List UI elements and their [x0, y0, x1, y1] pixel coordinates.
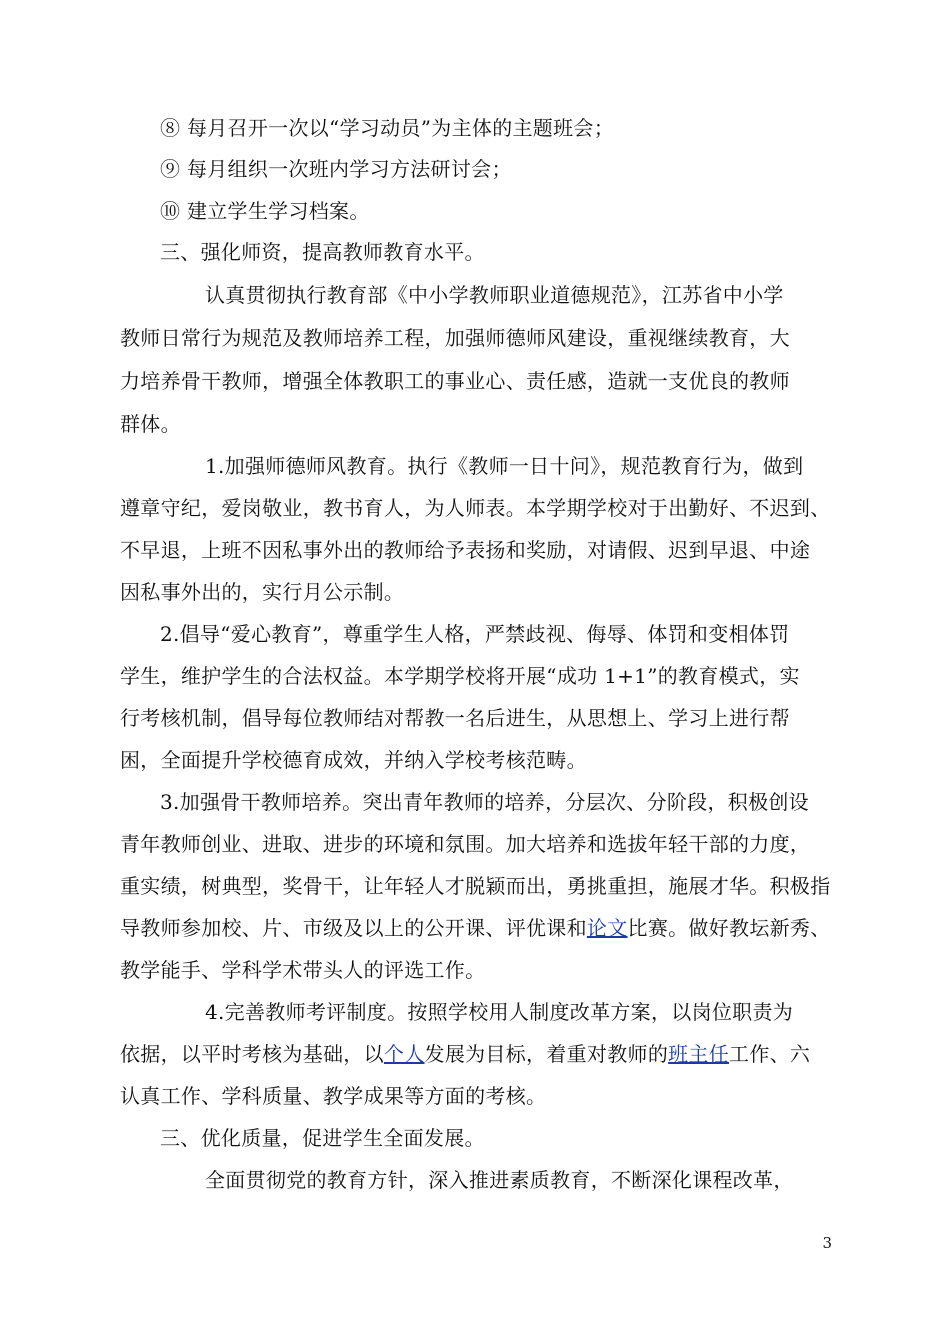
paragraph-line: 不早退，上班不因私事外出的教师给予表扬和奖励，对请假、迟到早退、中途 [120, 538, 811, 562]
paragraph-line: 教学能手、学科学术带头人的评选工作。 [120, 958, 486, 982]
section-heading-3b: 三、优化质量，促进学生全面发展。 [160, 1126, 485, 1150]
paragraph-line: 力培养骨干教师，增强全体教职工的事业心、责任感，造就一支优良的教师 [120, 369, 790, 393]
text-segment: 比赛。做好教坛新秀、 [627, 916, 831, 940]
paragraph-line: 遵章守纪，爱岗敬业，教书育人，为人师表。本学期学校对于出勤好、不迟到、 [120, 496, 831, 520]
paragraph-line: 学生，维护学生的合法权益。本学期学校将开展“成功 1+1”的教育模式，实 [120, 664, 800, 688]
list-item-10: ⑩ 建立学生学习档案。 [160, 199, 370, 223]
paragraph-line: 认真贯彻执行教育部《中小学教师职业道德规范》，江苏省中小学 [205, 283, 784, 307]
paragraph-line: 全面贯彻党的教育方针，深入推进素质教育，不断深化课程改革， [205, 1168, 794, 1192]
paragraph-line: 3.加强骨干教师培养。突出青年教师的培养，分层次、分阶段，积极创设 [160, 790, 809, 814]
paragraph-line: 4.完善教师考评制度。按照学校用人制度改革方案，以岗位职责为 [205, 1000, 794, 1024]
paragraph-line: 重实绩，树典型，奖骨干，让年轻人才脱颖而出，勇挑重担，施展才华。积极指 [120, 874, 831, 898]
paragraph-line: 困，全面提升学校德育成效，并纳入学校考核范畴。 [120, 748, 587, 772]
section-heading-3: 三、强化师资，提高教师教育水平。 [160, 240, 485, 264]
text-segment: 发展为目标，着重对教师的 [424, 1042, 669, 1066]
paragraph-line: 行考核机制，倡导每位教师结对帮教一名后进生，从思想上、学习上进行帮 [120, 706, 790, 730]
link-paper[interactable]: 论文 [586, 916, 628, 940]
text-segment: 工作、六 [729, 1042, 811, 1066]
paragraph-line: 2.倡导“爱心教育”，尊重学生人格，严禁歧视、侮辱、体罚和变相体罚 [160, 622, 790, 646]
paragraph-line: 群体。 [120, 412, 181, 436]
list-item-9: ⑨ 每月组织一次班内学习方法研讨会； [160, 157, 512, 181]
text-segment: 导教师参加校、片、市级及以上的公开课、评优课和 [120, 916, 587, 940]
link-class-teacher[interactable]: 班主任 [668, 1042, 730, 1066]
paragraph-line: 认真工作、学科质量、教学成果等方面的考核。 [120, 1084, 547, 1108]
page-number: 3 [822, 1234, 832, 1252]
list-item-8: ⑧ 每月召开一次以“学习动员”为主体的主题班会； [160, 116, 615, 140]
paragraph-line-with-link [120, 914, 840, 942]
paragraph-line: 1.加强师德师风教育。执行《教师一日十问》，规范教育行为，做到 [205, 454, 804, 478]
paragraph-line-with-links [120, 1040, 840, 1068]
paragraph-line: 青年教师创业、进取、进步的环境和氛围。加大培养和选拔年轻干部的力度， [120, 832, 811, 856]
paragraph-line: 因私事外出的，实行月公示制。 [120, 580, 405, 604]
link-individual[interactable]: 个人 [383, 1042, 425, 1066]
paragraph-line: 教师日常行为规范及教师培养工程，加强师德师风建设，重视继续教育，大 [120, 326, 790, 350]
text-segment: 依据，以平时考核为基础，以 [120, 1042, 384, 1066]
